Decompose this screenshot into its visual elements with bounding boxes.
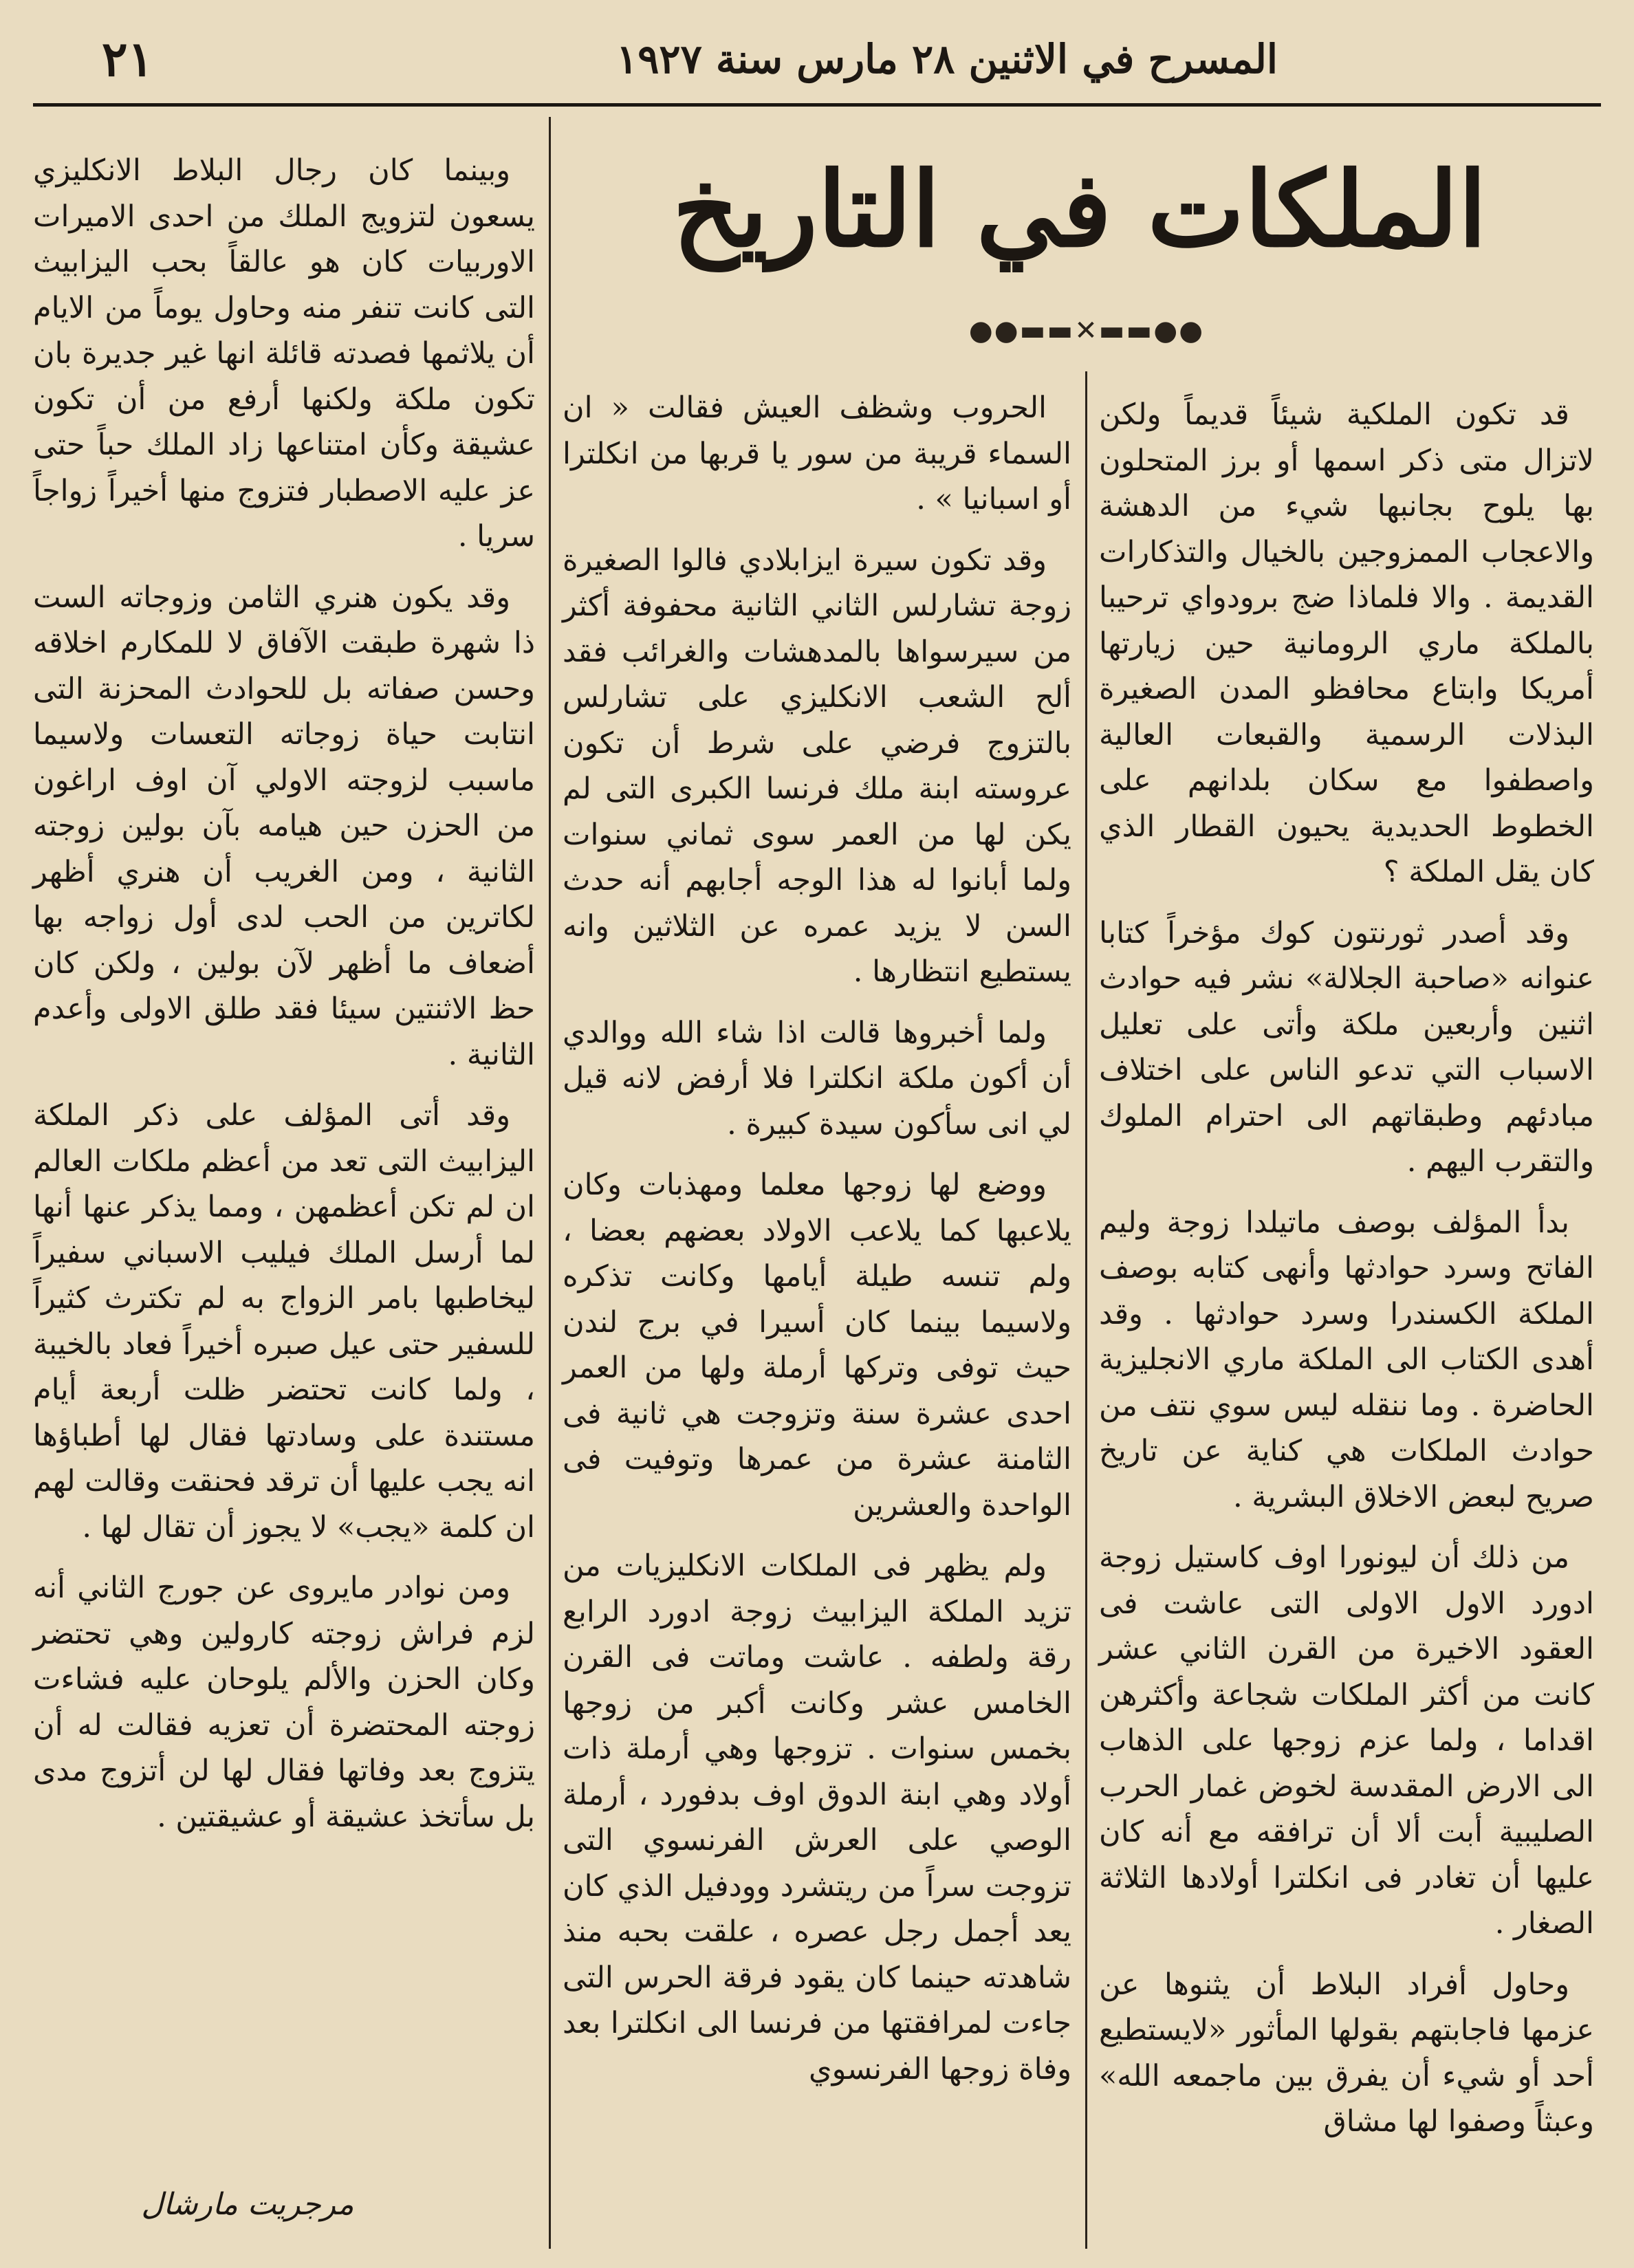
paragraph: وقد أتى المؤلف على ذكر الملكة اليزابيث التى تعد من أعظم ملكات العالم ان لم تكن أعظمهن ، ومما يذكر عنها أنها لما أرسل الملك فيليب الاسباني سفيراً ليخاطبها بامر الزواج به لم تكترث كثيراً للسفير حتى عيل صبره أخيراً فعاد بالخيبة ، ولما كانت تحتضر ظلت أربعة أيام مستندة على وسادتها فقال لها أطباؤها انه يجب عليها أن ترقد فحنقت وقالت لهم ان كلمة «يجب» لا يجوز أن تقال لها . (33, 1098, 535, 1545)
paragraph: من ذلك أن ليونورا اوف كاستيل زوجة ادورد الاول الاولى التى عاشت فى العقود الاخيرة من القرن الثاني عشر كانت من أكثر الملكات شجاعة وأكثرهن اقداما ، ولما عزم زوجها على الذهاب الى الارض المقدسة لخوض غمار الحرب الصليبية أبت ألا أن ترافقه مع أنه كان عليها أن تغادر فى انكلترا أولادها الثلاثة الصغار . (1099, 1540, 1594, 1941)
article-column-middle (563, 385, 1071, 2107)
column-divider-right (1085, 371, 1087, 2249)
paragraph: وقد يكون هنري الثامن وزوجاته الست ذا شهرة طبقت الآفاق لا للمكارم اخلاقه وحسن صفاته بل للحوادث المحزنة التى انتابت حياة زوجاته التعسات ولاسيما ماسبب لزوجته الاولي آن اوف اراغون من الحزن حين هيامه بآن بولين زوجته الثانية ، ومن الغريب أن هنري أظهر لكاترين من الحب لدى أول زواجه بها أضعاف ما أظهر لآن بولين ، ولكن كان حظ الاثنتين سيئا فقد طلق الاولى وأعدم الثانية . (33, 580, 535, 1072)
paragraph: ومن نوادر مايروى عن جورج الثاني أنه لزم فراش زوجته كارولين وهي تحتضر وكان الحزن والألم يلوحان عليه فشاءت زوجته المحتضرة أن تعزيه فقالت له أن يتزوج بعد وفاتها فقال لها لن أتزوج مدى بل سأتخذ عشيقة أو عشيقتين . (33, 1571, 535, 1834)
paragraph: وحاول أفراد البلاط أن يثنوها عن عزمها فاجابتهم بقولها المأثور «لايستطيع أحد أو شيء أن يفرق بين ماجمعه الله» وعبثاً وصفوا لها مشاق (1099, 1967, 1594, 2139)
article-column-left (33, 148, 535, 1855)
paragraph: بدأ المؤلف بوصف ماتيلدا زوجة وليم الفاتح وسرد حوادثها وأنهى كتابه بوصف الملكة الكسندرا وسرد حوادثها . وقد أهدى الكتاب الى الملكة ماري الانجليزية الحاضرة . وما ننقله ليس سوي نتف من حوادث الملكات هي كناية عن تاريخ صريح لبعض الاخلاق البشرية . (1099, 1205, 1594, 1514)
title-ornament: ●●▬▬✕▬▬●● (968, 315, 1205, 347)
page-number: ٢١ (102, 30, 154, 87)
paragraph: وقد أصدر ثورنتون كوك مؤخراً كتابا عنوانه «صاحبة الجلالة» نشر فيه حوادث اثنين وأربعين ملكة وأتى على تعليل الاسباب التي تدعو الناس على اختلاف مبادئهم وطبقاتهم الى احترام الملوك والتقرب اليهم . (1099, 915, 1594, 1179)
author-signature: مرجريت مارشال (141, 2187, 354, 2222)
paragraph: وبينما كان رجال البلاط الانكليزي يسعون لتزويج الملك من احدى الاميرات الاوربيات كان هو عالقاً بحب اليزابيث التى كانت تنفر منه وحاول يوماً من الايام أن يلاثمها فصدته قائلة انها غير جديرة بان تكون ملكة ولكنها أرفع من أن تكون عشيقة وكأن امتناعها زاد الملك حباً حتى عز عليه الاصطبار فتزوج منها أخيراً زواجاً سريا . (33, 153, 535, 554)
article-title: الملكات في التاريخ (672, 149, 1488, 270)
header-rule (33, 103, 1601, 107)
running-title: المسرح في الاثنين ٢٨ مارس سنة ١٩٢٧ (616, 36, 1278, 83)
column-divider-left (549, 117, 551, 2249)
paragraph: ووضع لها زوجها معلما ومهذبات وكان يلاعبها كما يلاعب الاولاد بعضهم بعضا ، ولم تنسه طيلة أيامها وكانت تذكره ولاسيما بينما كان أسيرا في برج لندن حيث توفى وتركها أرملة ولها من العمر احدى عشرة سنة وتزوجت هي ثانية فى الثامنة عشرة من عمرها وتوفيت فى الواحدة والعشرين (563, 1168, 1071, 1523)
page-header (33, 28, 1601, 96)
paragraph: الحروب وشظف العيش فقالت « ان السماء قريبة من سور يا قربها من انكلترا أو اسبانيا » . (563, 391, 1071, 516)
paragraph: وقد تكون سيرة ايزابلادي فالوا الصغيرة زوجة تشارلس الثاني الثانية محفوفة أكثر من سيرسواها بالمدهشات والغرائب فقد ألح الشعب الانكليزي على تشارلس بالتزوج فرضي على شرط أن تكون عروسته ابنة ملك فرنسا الكبرى التى لم يكن لها من العمر سوى ثماني سنوات ولما أبانوا له هذا الوجه أجابهم أنه حدث السن لا يزيد عمره عن الثلاثين وانه يستطيع انتظارها . (563, 543, 1071, 989)
paragraph: قد تكون الملكية شيئاً قديماً ولكن لاتزال متى ذكر اسمها أو برز المتحلون بها يلوح بجانبها شيء من الدهشة والاعجاب الممزوجين بالخيال والتذكارات القديمة . والا فلماذا ضج برودواي ترحيبا بالملكة ماري الرومانية حين زيارتها أمريكا وابتاع محافظو المدن الصغيرة البذلات الرسمية والقبعات العالية واصطفوا مع سكان بلدانهم على الخطوط الحديدية يحيون القطار الذي كان يقل الملكة ؟ (1099, 397, 1594, 889)
article-column-right (1099, 392, 1594, 2160)
paragraph: ولم يظهر فى الملكات الانكليزيات من تزيد الملكة اليزابيث زوجة ادورد الرابع رقة ولطفه . عاشت وماتت فى القرن الخامس عشر وكانت أكبر من زوجها بخمس سنوات . تزوجها وهي أرملة ذات أولاد وهي ابنة الدوق اوف بدفورد ، أرملة الوصي على العرش الفرنسوي التى تزوجت سراً من ريتشرد وودفيل الذي كان يعد أجمل رجل عصره ، علقت بحبه منذ شاهدته حينما كان يقود فرقة الحرس التى جاءت لمرافقتها من فرنسا الى انكلترا بعد وفاة زوجها الفرنسوي (563, 1549, 1071, 2086)
paragraph: ولما أخبروها قالت اذا شاء الله ووالدي أن أكون ملكة انكلترا فلا أرفض لانه قيل لي انى سأكون سيدة كبيرة . (563, 1015, 1071, 1142)
